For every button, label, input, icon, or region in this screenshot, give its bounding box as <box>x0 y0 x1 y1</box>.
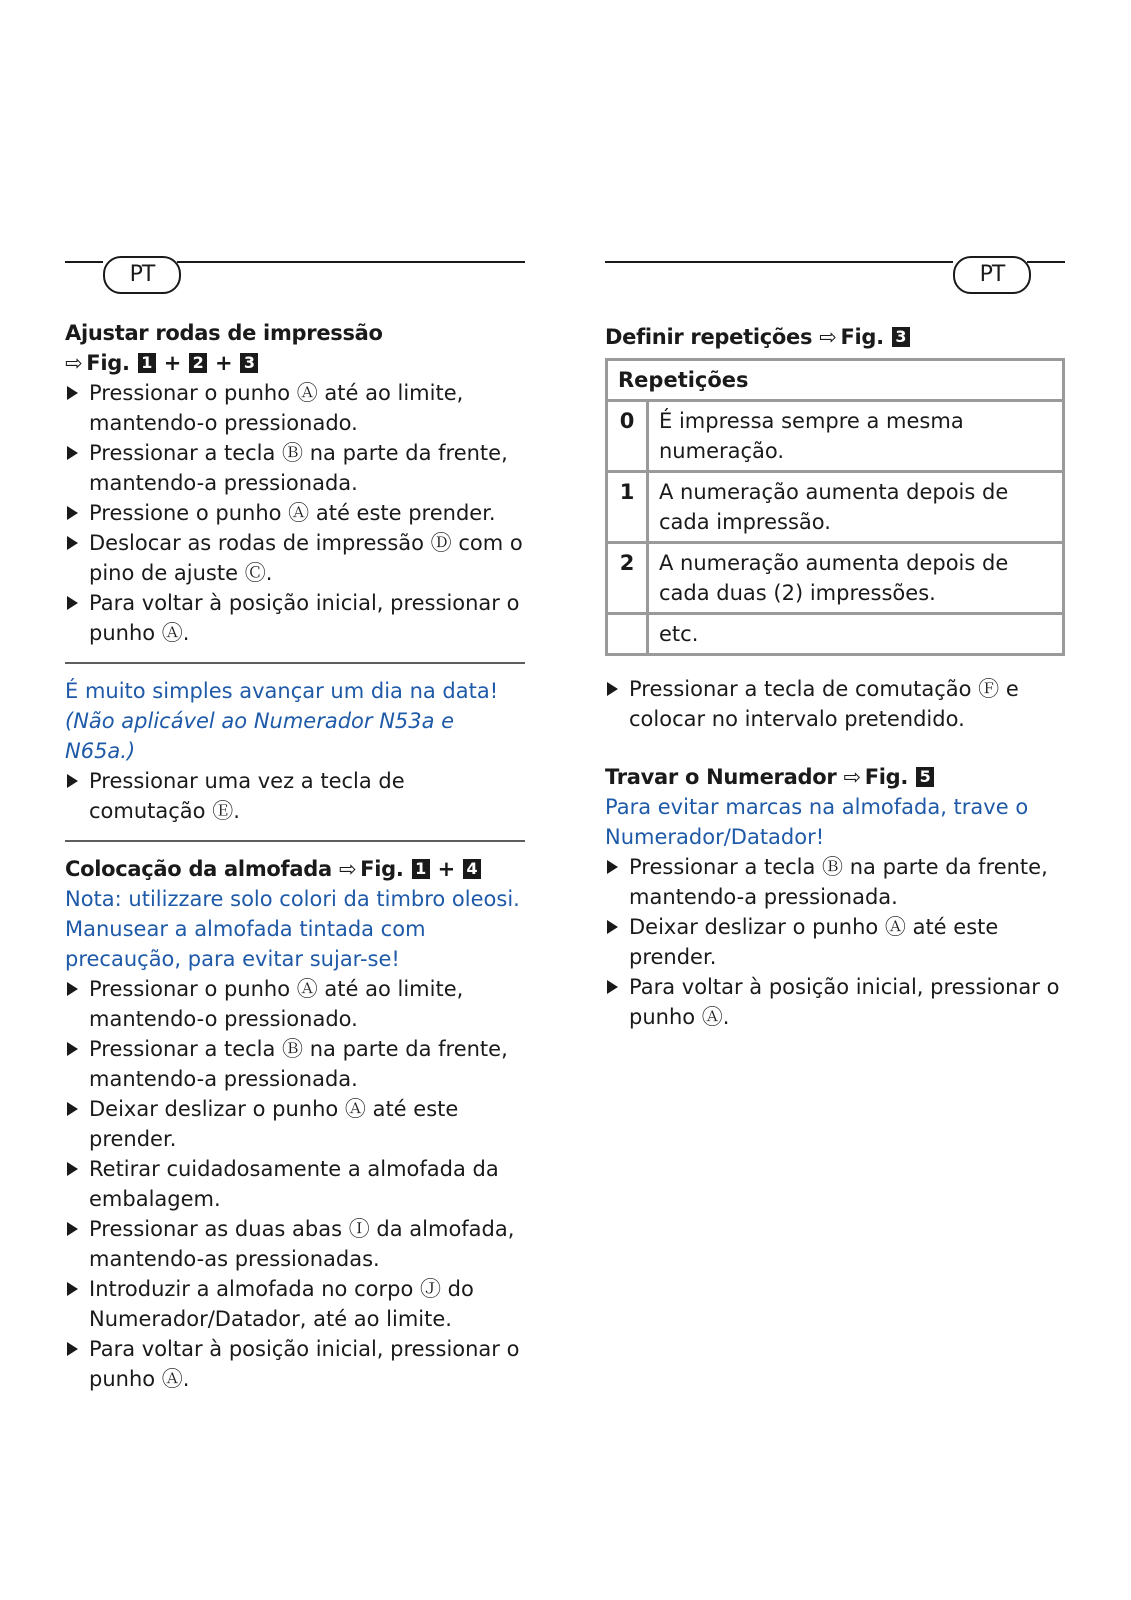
right-column <box>605 256 1065 1032</box>
figure-reference <box>65 348 525 378</box>
section-lock <box>605 762 1065 1032</box>
section-title: Colocação da almofada <box>65 857 332 881</box>
table-row <box>607 401 1064 472</box>
tip-text: É muito simples avançar um dia na data! <box>65 679 499 703</box>
figure-number: 3 <box>892 327 910 347</box>
step-item: Pressionar uma vez a tecla de comutação Ⓔ. <box>65 766 525 826</box>
plus-sign: + <box>215 351 233 375</box>
section-title-row <box>605 762 1065 792</box>
plus-sign: + <box>163 351 181 375</box>
step-item: Pressionar a tecla Ⓑ na parte da frente, mantendo-a pressionada. <box>605 852 1065 912</box>
left-column <box>65 256 525 1394</box>
table-cell-number: 1 <box>607 472 648 543</box>
table-row <box>607 543 1064 614</box>
step-item: Pressionar a tecla Ⓑ na parte da frente, mantendo-a pressionada. <box>65 1034 525 1094</box>
figure-number: 1 <box>138 353 156 373</box>
table-header-row <box>607 360 1064 401</box>
table-cell-number <box>607 614 648 655</box>
step-item: Para voltar à posição inicial, pressionar o punho Ⓐ. <box>65 1334 525 1394</box>
section-title-row <box>605 322 1065 352</box>
step-list <box>65 378 525 648</box>
step-item: Pressionar o punho Ⓐ até ao limite, mantendo-o pressionado. <box>65 378 525 438</box>
step-item: Introduzir a almofada no corpo Ⓙ do Numerador/Datador, até ao limite. <box>65 1274 525 1334</box>
repetitions-table <box>605 358 1065 656</box>
table-row <box>607 472 1064 543</box>
note-text: Nota: utilizzare solo colori da timbro oleosi. Manusear a almofada tintada com precaução, para evitar sujar-se! <box>65 887 520 971</box>
right-header <box>605 256 1065 296</box>
left-header <box>65 256 525 296</box>
section-title-row <box>65 854 525 884</box>
section-ink-pad <box>65 854 525 1394</box>
section-title: Ajustar rodas de impressão <box>65 321 383 345</box>
fig-label: Fig. <box>840 325 884 349</box>
table-cell-text: A numeração aumenta depois de cada duas (2) impressões. <box>648 543 1064 614</box>
step-item: Deixar deslizar o punho Ⓐ até este prender. <box>65 1094 525 1154</box>
figure-number: 5 <box>916 767 934 787</box>
step-item: Para voltar à posição inicial, pressionar o punho Ⓐ. <box>65 588 525 648</box>
table-cell-text: A numeração aumenta depois de cada impressão. <box>648 472 1064 543</box>
table-cell-text: É impressa sempre a mesma numeração. <box>648 401 1064 472</box>
header-rule <box>65 261 103 263</box>
section-repetitions <box>605 322 1065 734</box>
step-item: Pressionar a tecla de comutação Ⓕ e colocar no intervalo pretendido. <box>605 674 1065 734</box>
divider <box>65 662 525 664</box>
step-item: Deixar deslizar o punho Ⓐ até este prender. <box>605 912 1065 972</box>
arrow-right-icon: ⇨ <box>819 325 837 349</box>
header-rule <box>1027 261 1065 263</box>
step-item: Pressionar as duas abas Ⓘ da almofada, mantendo-as pressionadas. <box>65 1214 525 1274</box>
step-item: Retirar cuidadosamente a almofada da embalagem. <box>65 1154 525 1214</box>
step-list <box>605 674 1065 734</box>
figure-number: 1 <box>412 859 430 879</box>
table-cell-text: etc. <box>648 614 1064 655</box>
fig-label: Fig. <box>86 351 130 375</box>
language-badge: PT <box>953 256 1031 294</box>
arrow-right-icon: ⇨ <box>65 351 83 375</box>
divider <box>65 840 525 842</box>
table-cell-number: 0 <box>607 401 648 472</box>
table-cell-number: 2 <box>607 543 648 614</box>
step-list <box>605 852 1065 1032</box>
fig-label: Fig. <box>360 857 404 881</box>
note-text: Para evitar marcas na almofada, trave o Numerador/Datador! <box>605 795 1029 849</box>
step-list <box>65 974 525 1394</box>
step-item: Deslocar as rodas de impressão Ⓓ com o pino de ajuste Ⓒ. <box>65 528 525 588</box>
step-item: Para voltar à posição inicial, pressionar o punho Ⓐ. <box>605 972 1065 1032</box>
step-item: Pressionar o punho Ⓐ até ao limite, mantendo-o pressionado. <box>65 974 525 1034</box>
figure-number: 2 <box>189 353 207 373</box>
table-header: Repetições <box>607 360 1064 401</box>
arrow-right-icon: ⇨ <box>338 857 357 881</box>
language-badge: PT <box>103 256 181 294</box>
step-item: Pressione o punho Ⓐ até este prender. <box>65 498 525 528</box>
tip-note: (Não aplicável ao Numerador N53a e N65a.) <box>65 709 455 763</box>
section-adjust-wheels <box>65 318 525 648</box>
section-title: Definir repetições <box>605 325 813 349</box>
header-rule <box>177 261 525 263</box>
section-advance-date <box>65 676 525 826</box>
step-item: Pressionar a tecla Ⓑ na parte da frente, mantendo-a pressionada. <box>65 438 525 498</box>
plus-sign: + <box>437 857 455 881</box>
fig-label: Fig. <box>864 765 909 789</box>
figure-number: 3 <box>240 353 258 373</box>
arrow-right-icon: ⇨ <box>843 765 861 789</box>
table-row <box>607 614 1064 655</box>
section-title: Travar o Numerador <box>605 765 837 789</box>
figure-number: 4 <box>463 859 481 879</box>
step-list <box>65 766 525 826</box>
header-rule <box>605 261 953 263</box>
